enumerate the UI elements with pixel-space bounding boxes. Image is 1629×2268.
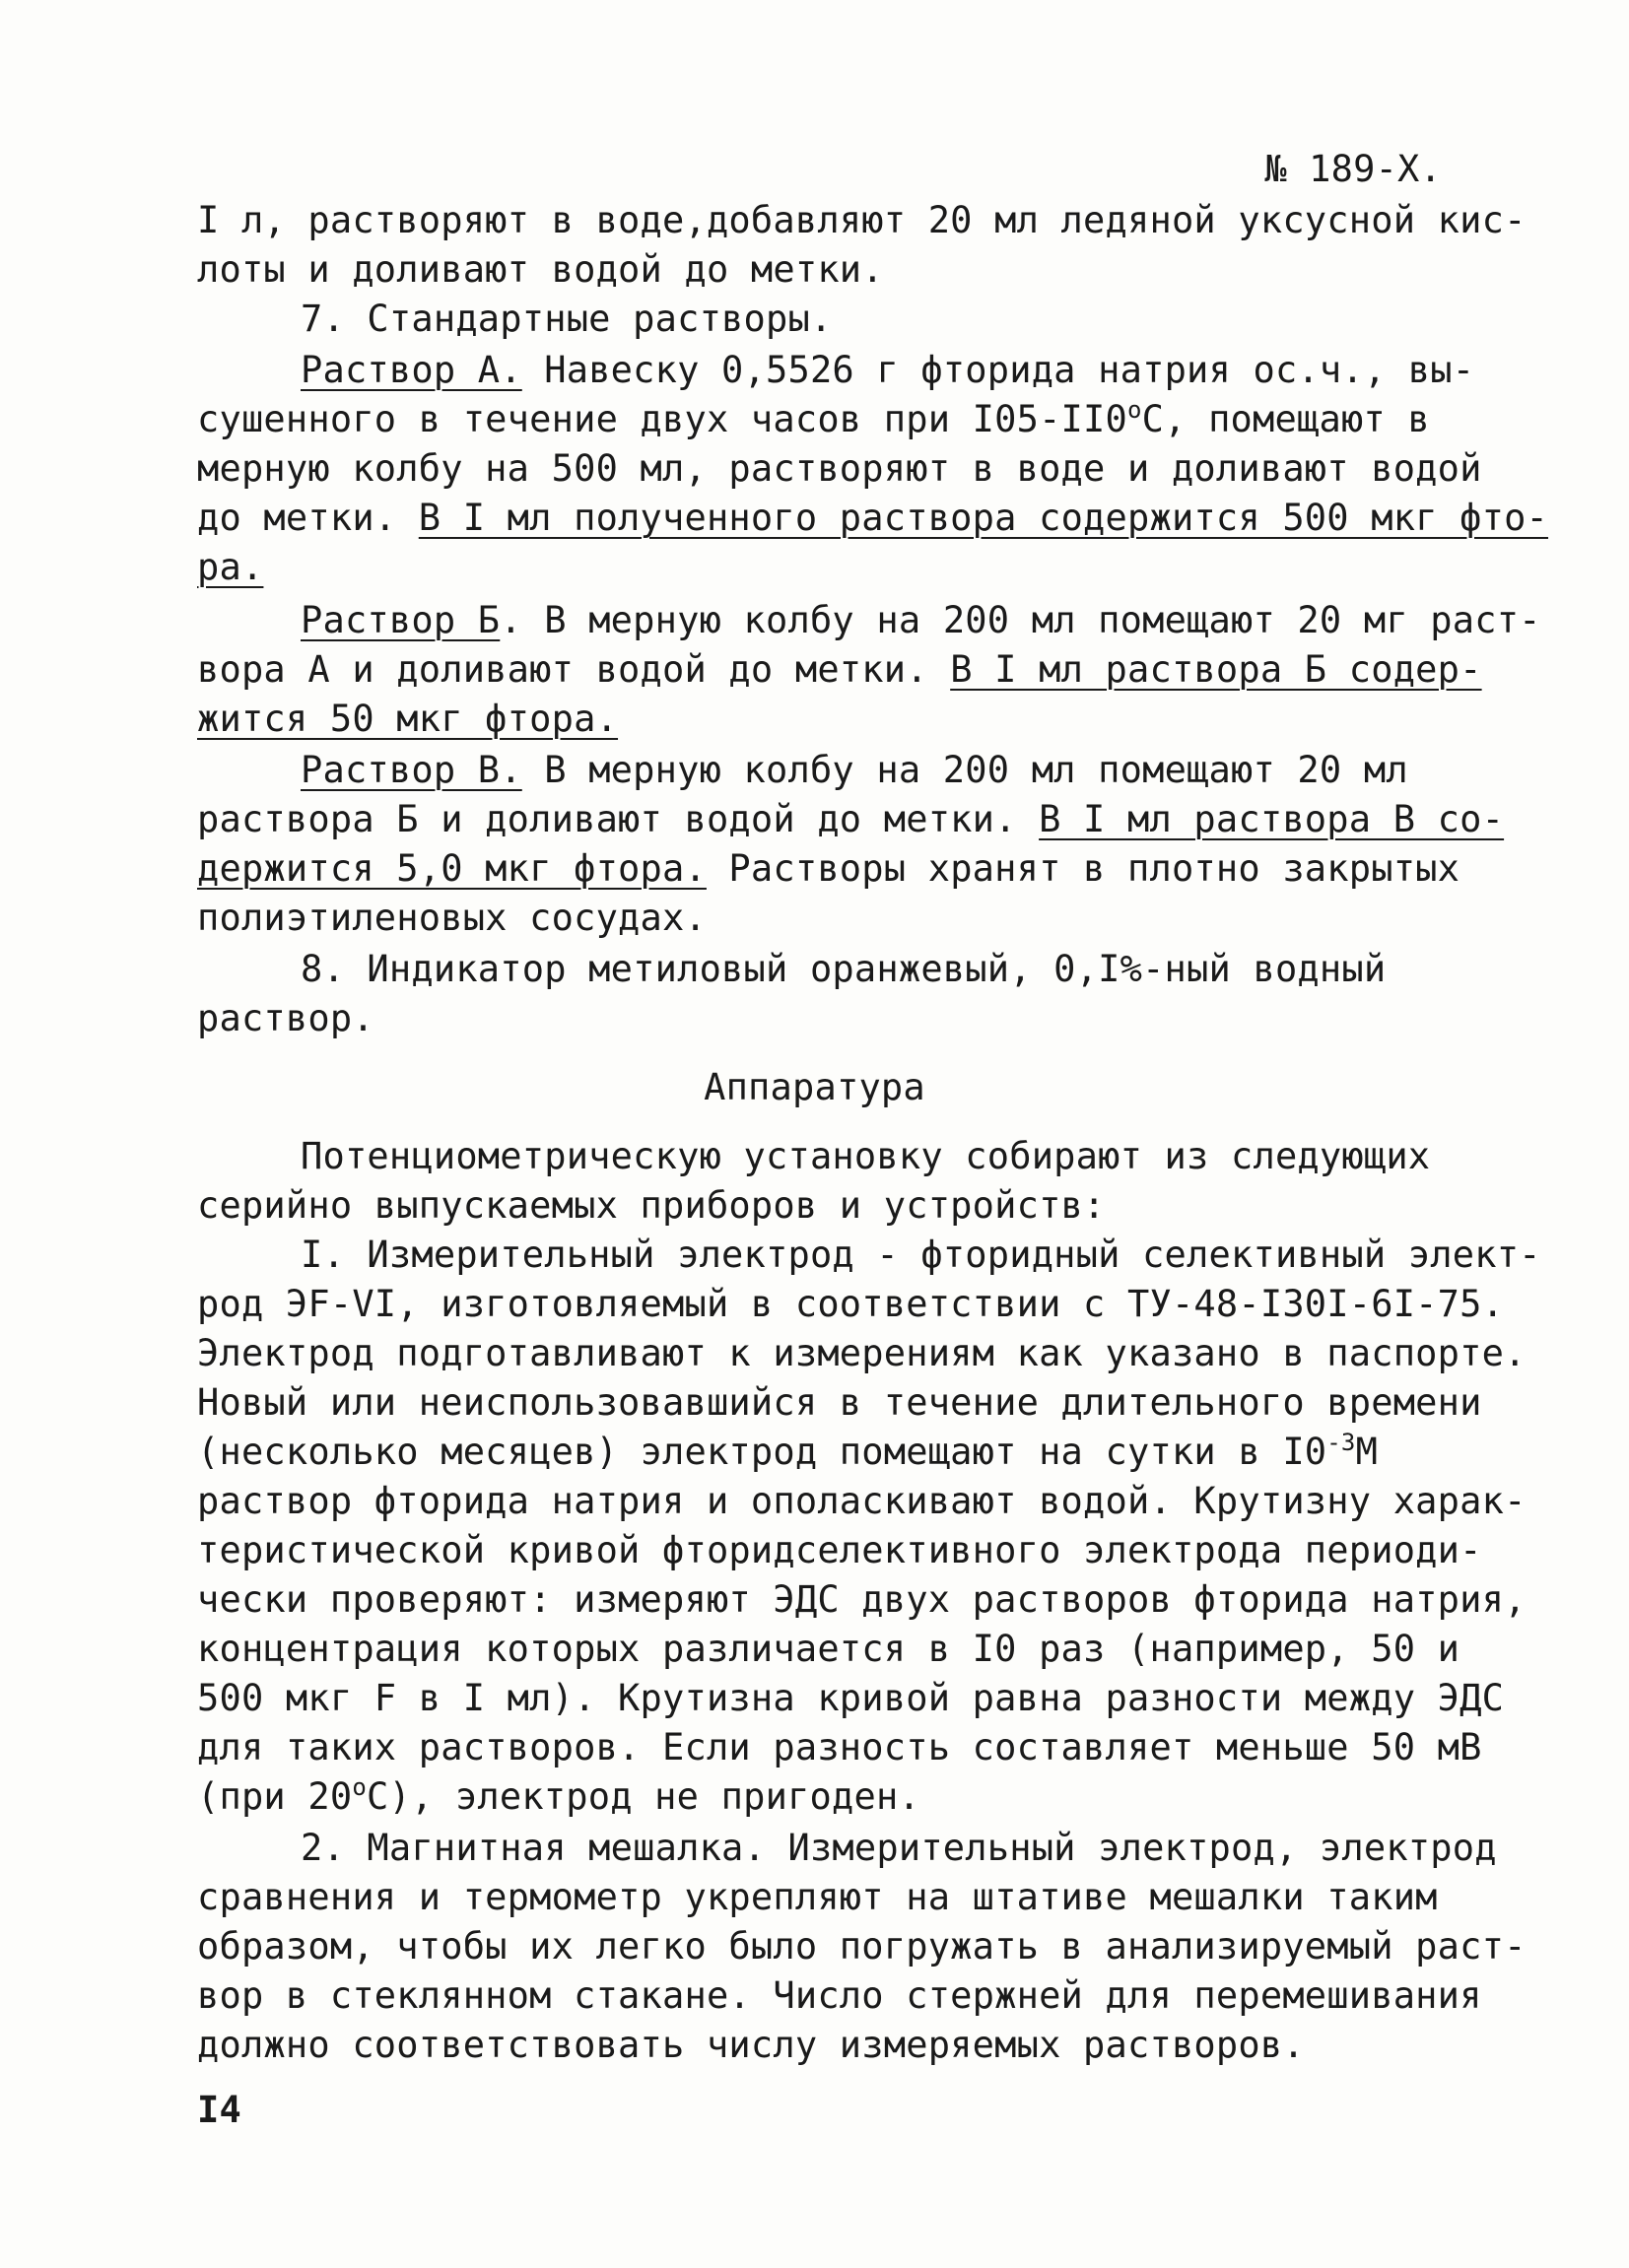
section-heading: Аппаратура <box>704 1066 925 1108</box>
text-line: должно соответствовать числу измеряемых растворов. <box>197 2024 1305 2066</box>
text-line <box>301 347 1474 394</box>
underlined-text: В I мл полученного раствора содержится 500 мкг фто- <box>418 497 1549 539</box>
text-line: мерную колбу на 500 мл, растворяют в воде и доливают водой <box>197 447 1482 490</box>
solution-b-label: Раствор Б <box>301 599 501 641</box>
document-number: № 189-Х. <box>1264 148 1442 190</box>
text-line: лоты и доливают водой до метки. <box>197 248 884 291</box>
solution-v-label: Раствор В. <box>301 749 522 791</box>
text-line: 500 мкг F в I мл). Крутизна кривой равна разности между ЭДС <box>197 1677 1505 1719</box>
text-line: теристической кривой фторидселективного электрода периоди- <box>197 1529 1482 1571</box>
text-line: образом, чтобы их легко было погружать в анализируемый раст- <box>197 1925 1527 1968</box>
underlined-text: В I мл раствора Б содер- <box>950 648 1482 691</box>
text-line <box>197 646 1482 694</box>
underlined-text: В I мл раствора В со- <box>1039 798 1505 840</box>
text-span: до метки. <box>197 497 419 539</box>
text-span: Растворы хранят в плотно закрытых <box>706 847 1460 890</box>
text-line: концентрация которых различается в I0 раз (например, 50 и <box>197 1628 1460 1670</box>
text-span: Навеску 0,5526 г фторида натрия ос.ч., вы- <box>521 349 1475 391</box>
text-line: чески проверяют: измеряют ЭДС двух растворов фторида натрия, <box>197 1578 1527 1621</box>
text-line: раствор. <box>197 997 374 1039</box>
text-line: полиэтиленовых сосудах. <box>197 897 707 939</box>
underlined-text: жится 50 мкг фтора. <box>197 698 619 740</box>
text-span: С), электрод не пригоден. <box>367 1775 920 1818</box>
underlined-text: держится 5,0 мкг фтора. <box>197 847 707 890</box>
text-span: сушенного в течение двух часов при I05-II0 <box>197 398 1127 440</box>
text-line: для таких растворов. Если разность составляет меньше 50 мВ <box>197 1726 1482 1768</box>
text-line: раствор фторида натрия и ополаскивают водой. Крутизну харак- <box>197 1480 1527 1522</box>
text-span: . В мерную колбу на 200 мл помещают 20 мг раст- <box>500 599 1541 641</box>
section-item-8: 8. Индикатор метиловый оранжевый, 0,I%-ный водный <box>301 948 1387 990</box>
text-line: Электрод подготавливают к измерениям как указано в паспорте. <box>197 1332 1527 1374</box>
text-line: серийно выпускаемых приборов и устройств: <box>197 1184 1106 1227</box>
underlined-text: ра. <box>197 546 264 588</box>
page-number: I4 <box>197 2089 241 2131</box>
text-line <box>197 544 263 591</box>
text-line <box>197 495 1548 542</box>
text-span: С, помещают в <box>1141 398 1430 440</box>
text-span: раствора Б и доливают водой до метки. <box>197 798 1040 840</box>
superscript: о <box>1127 396 1142 424</box>
text-line <box>197 845 1459 893</box>
text-line: род ЭF-VI, изготовляемый в соответствии с ТУ-48-I30I-6I-75. <box>197 1283 1505 1325</box>
section-item-7: 7. Стандартные растворы. <box>301 298 833 340</box>
text-line <box>197 1773 920 1821</box>
text-line <box>301 747 1408 794</box>
text-line: Новый или неиспользовавшийся в течение длительного времени <box>197 1381 1482 1424</box>
text-line <box>197 1429 1378 1476</box>
text-line <box>197 696 618 743</box>
text-line: вор в стеклянном стакане. Число стержней для перемешивания <box>197 1974 1482 2017</box>
text-span: (при 20 <box>197 1775 353 1818</box>
text-line: сравнения и термометр укрепляют на штативе мешалки таким <box>197 1876 1438 1918</box>
text-line <box>301 597 1541 644</box>
text-line <box>197 396 1430 443</box>
text-span: (несколько месяцев) электрод помещают на сутки в I0 <box>197 1431 1327 1473</box>
text-span: М <box>1355 1431 1379 1473</box>
apparatus-item-2: 2. Магнитная мешалка. Измерительный электрод, электрод <box>301 1827 1497 1869</box>
text-span: вора А и доливают водой до метки. <box>197 648 951 691</box>
text-span: В мерную колбу на 200 мл помещают 20 мл <box>521 749 1408 791</box>
text-line <box>197 796 1504 843</box>
superscript: -3 <box>1326 1429 1356 1456</box>
text-line: Потенциометрическую установку собирают из следующих <box>301 1135 1431 1177</box>
apparatus-item-1: I. Измерительный электрод - фторидный селективный элект- <box>301 1234 1541 1276</box>
text-line: I л, растворяют в воде,добавляют 20 мл ледяной уксусной кис- <box>197 199 1527 241</box>
solution-a-label: Раствор А. <box>301 349 522 391</box>
superscript: о <box>352 1773 367 1801</box>
